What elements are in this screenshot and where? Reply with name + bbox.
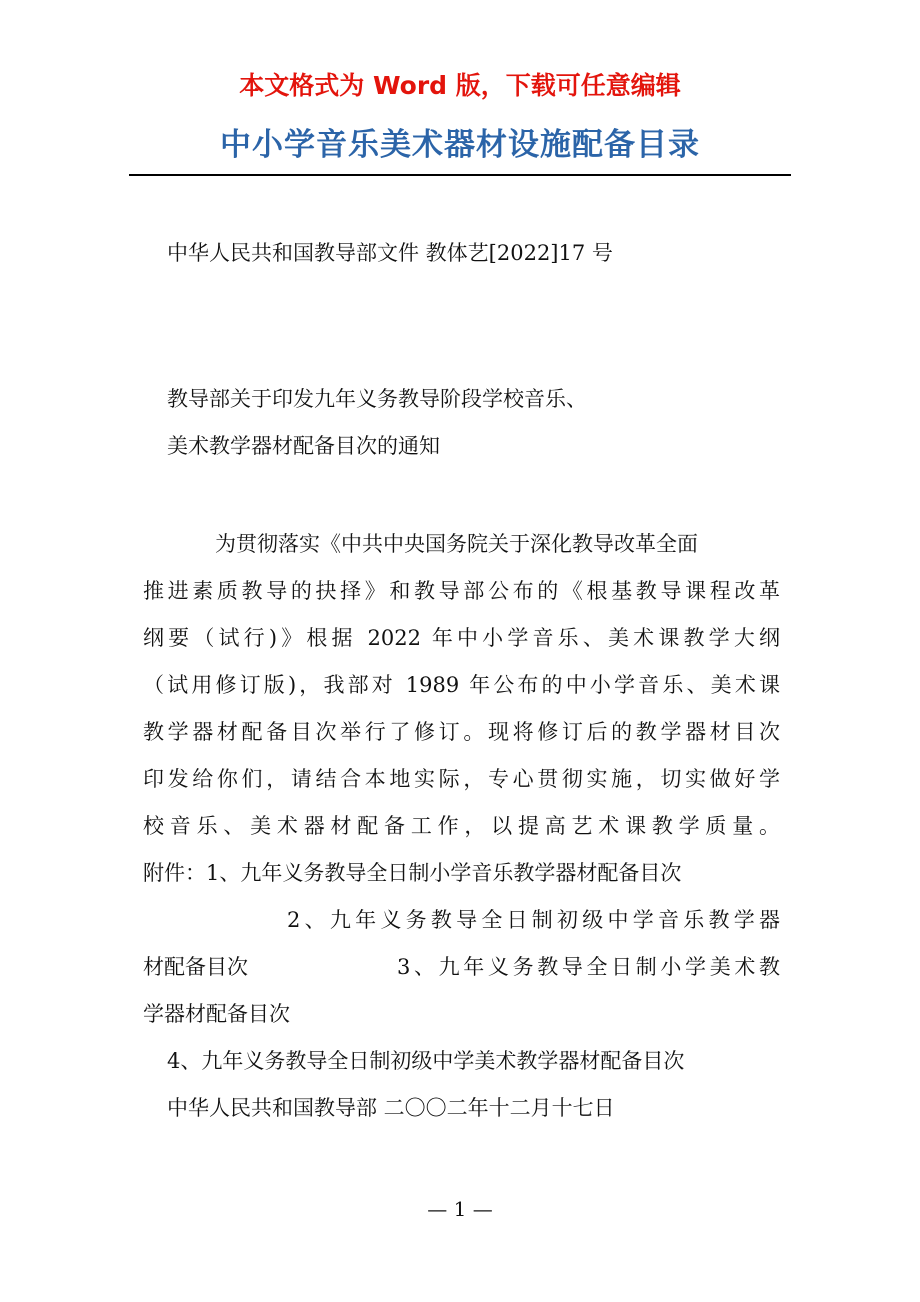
document-title: 中小学音乐美术器材设施配备目录 [220,127,700,163]
attachment-item-1: 附件：1、九年义务教导全日制小学音乐教学器材配备目次 [143,861,682,885]
signature-date: 中华人民共和国教导部 二〇〇二年十二月十七日 [167,1096,615,1120]
attachment-item-2-end: 材配备目次 [143,955,248,979]
page-number: — 1 — [427,1197,493,1221]
notice-title-line-2: 美术教学器材配备目次的通知 [167,434,440,458]
notice-title-line-1: 教导部关于印发九年义务教导阶段学校音乐、 [167,387,587,411]
attachment-item-3: 3、九年义务教导全日制小学美术教 [397,955,780,979]
attachment-item-3-end: 学器材配备目次 [143,1002,290,1026]
body-line-5: 教学器材配备目次举行了修订。现将修订后的教学器材目次 [143,720,780,744]
body-line-6: 印发给你们，请结合本地实际，专心贯彻实施，切实做好学 [143,767,780,791]
body-line-7: 校音乐、美术器材配备工作，以提高艺术课教学质量。 [143,814,780,838]
body-line-1: 为贯彻落实《中共中央国务院关于深化教导改革全面 [215,532,698,556]
body-line-4: （试用修订版)，我部对 1989 年公布的中小学音乐、美术课 [143,673,780,697]
download-banner: 本文格式为 Word 版，下载可任意编辑 [239,71,681,100]
attachment-item-4: 4、九年义务教导全日制初级中学美术教学器材配备目次 [167,1049,685,1073]
document-reference: 中华人民共和国教导部文件 教体艺[2022]17 号 [167,241,613,265]
body-line-2: 推进素质教导的抉择》和教导部公布的《根基教导课程改革 [143,579,780,603]
title-divider [129,174,791,176]
attachment-item-2: 2、九年义务教导全日制初级中学音乐教学器 [287,908,780,932]
body-line-3: 纲要（试行)》根据 2022 年中小学音乐、美术课教学大纲 [143,626,780,650]
